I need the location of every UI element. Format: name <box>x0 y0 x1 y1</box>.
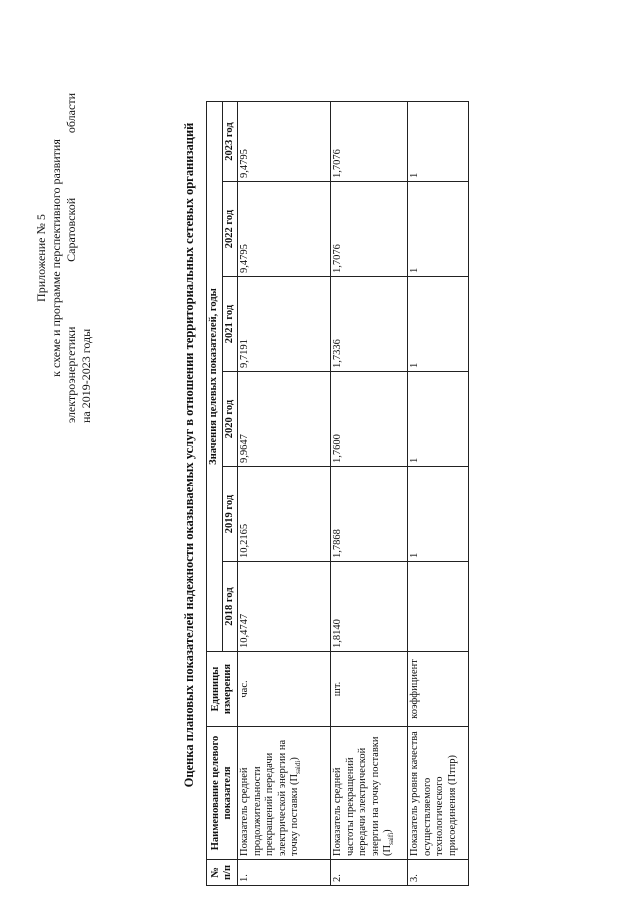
appendix-line-3-c: области <box>64 93 78 134</box>
unit-cell: коэффициент <box>408 652 469 727</box>
value-cell: 9,4795 <box>238 182 331 277</box>
value-cell: 1,7600 <box>331 372 408 467</box>
value-cell: 1,7076 <box>331 102 408 182</box>
table-row <box>408 102 469 886</box>
value-cell: 10,2165 <box>238 467 331 562</box>
appendix-line-3-a: электроэнергетики <box>64 326 78 423</box>
indicator-name-text: Показатель средней продолжительности прекращений передачи электрической энергии на точку поставки (П <box>239 739 300 856</box>
appendix-line-2: к схеме и программе перспективного развития <box>49 139 63 377</box>
indicator-name-sub: saidi <box>294 760 303 774</box>
value-cell: 1 <box>408 372 469 467</box>
header-year: 2018 год <box>222 562 238 652</box>
header-values-group: Значения целевых показателей, годы <box>207 102 223 652</box>
value-cell: 1 <box>408 277 469 372</box>
appendix-line-3 <box>64 93 79 423</box>
header-year: 2021 год <box>222 277 238 372</box>
header-year: 2023 год <box>222 102 238 182</box>
indicator-name-text: Показатель средней частоты прекращений передачи электрической энергии на точку поставки (П <box>332 736 393 856</box>
indicator-name-end: ) <box>382 829 393 833</box>
appendix-line-4: на 2019-2023 годы <box>79 328 93 423</box>
value-cell: 1 <box>408 102 469 182</box>
value-cell: 9,7191 <box>238 277 331 372</box>
header-num: № п/п <box>207 860 238 886</box>
value-cell: 9,9647 <box>238 372 331 467</box>
appendix-line-3-b: Саратовской <box>64 197 78 262</box>
unit-cell: час. <box>238 652 331 727</box>
row-number: 1. <box>238 860 331 886</box>
indicator-name-end: ) <box>289 757 300 761</box>
header-unit: Единицы измерения <box>207 652 238 727</box>
value-cell: 1 <box>408 467 469 562</box>
header-name: Наименование целевого показателя <box>207 727 238 860</box>
indicator-name: Показатель уровня качества осуществляемого технологического присоединения (Птпр) <box>408 727 469 860</box>
value-cell <box>408 562 469 652</box>
appendix-number: Приложение № 5 <box>34 214 48 302</box>
value-cell: 1,8140 <box>331 562 408 652</box>
indicator-name-sub: saifi <box>387 832 396 845</box>
header-year: 2022 год <box>222 182 238 277</box>
value-cell: 1 <box>408 182 469 277</box>
unit-cell: шт. <box>331 652 408 727</box>
indicator-name <box>238 727 331 860</box>
row-number: 2. <box>331 860 408 886</box>
header-year: 2019 год <box>222 467 238 562</box>
value-cell: 9,4795 <box>238 102 331 182</box>
indicators-table-wrapper <box>206 101 469 886</box>
header-year: 2020 год <box>222 372 238 467</box>
table-row <box>238 102 331 886</box>
header-row-1 <box>207 102 223 886</box>
document-title: Оценка плановых показателей надежности оказываемых услуг в отношении территориальных сетевых организаций <box>182 122 196 788</box>
value-cell: 1,7868 <box>331 467 408 562</box>
appendix-header <box>34 93 94 423</box>
value-cell: 1,7336 <box>331 277 408 372</box>
value-cell: 10,4747 <box>238 562 331 652</box>
indicator-name <box>331 727 408 860</box>
row-number: 3. <box>408 860 469 886</box>
table-row <box>331 102 408 886</box>
indicators-table <box>206 101 469 886</box>
value-cell: 1,7076 <box>331 182 408 277</box>
